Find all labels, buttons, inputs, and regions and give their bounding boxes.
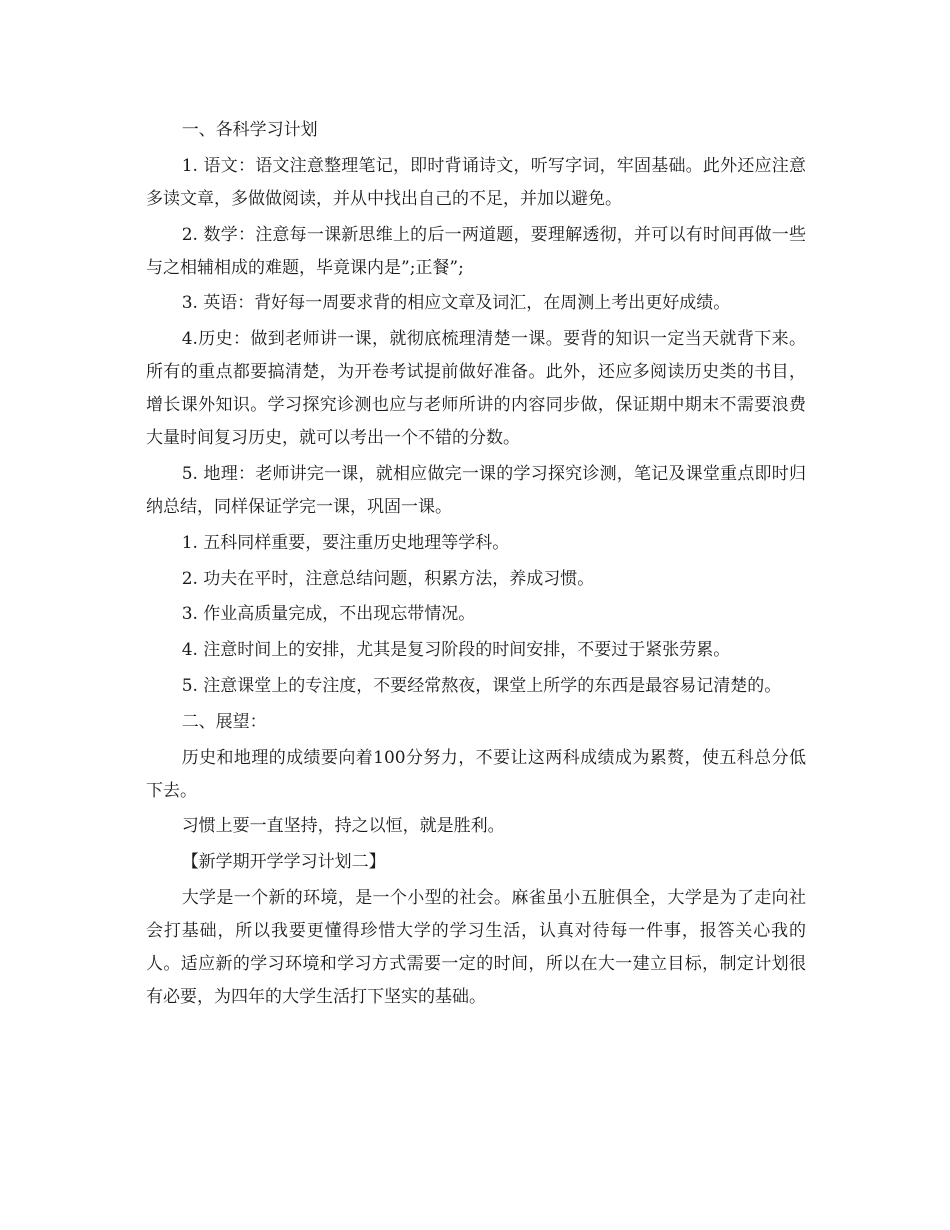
list-item-3: 3. 作业高质量完成，不出现忘带情况。 — [181, 604, 476, 625]
paragraph-history: 4.历史：做到老师讲一课，就彻底梳理清楚一课。要背的知识一定当天就背下来。所有的重点都要搞清楚，为开卷考试提前做好准备。此外，还应多阅读历史类的书目，增长课外知识。学习探究诊测也应与老师所讲的内容同步做，保证期中期末不需要浪费大量时间复习历史，就可以考出一个不错的分数。 — [146, 329, 806, 449]
document-body — [146, 114, 806, 1017]
paragraph-english: 3. 英语：背好每一周要求背的相应文章及词汇，在周测上考出更好成绩。 — [181, 293, 731, 314]
paragraph-math: 2. 数学：注意每一课新思维上的后一两道题，要理解透彻，并可以有时间再做一些与之相辅相成的难题，毕竟课内是”;正餐”; — [146, 224, 806, 278]
paragraph-outlook-goal: 历史和地理的成绩要向着100分努力，不要让这两科成绩成为累赘，使五科总分低下去。 — [146, 747, 806, 801]
paragraph-chinese: 1. 语文：语文注意整理笔记，即时背诵诗文，听写字词，牢固基础。此外还应注意多读文章，多做做阅读，并从中找出自己的不足，并加以避免。 — [146, 155, 806, 209]
list-item-4: 4. 注意时间上的安排，尤其是复习阶段的时间安排，不要过于紧张劳累。 — [181, 640, 731, 661]
list-item-1: 1. 五科同样重要，要注重历史地理等学科。 — [181, 532, 510, 553]
paragraph-outlook-habit: 习惯上要一直坚持，持之以恒，就是胜利。 — [181, 816, 505, 837]
paragraph-university: 大学是一个新的环境，是一个小型的社会。麻雀虽小五脏俱全，大学是为了走向社会打基础，所以我要更懂得珍惜大学的学习生活，认真对待每一件事，报答关心我的人。适应新的学习环境和学习方式需要一定的时间，所以在大一建立目标，制定计划很有必要，为四年的大学生活打下坚实的基础。 — [146, 887, 806, 1007]
section-heading-study-plans: 一、各科学习计划 — [181, 120, 318, 140]
paragraph-geography: 5. 地理：老师讲完一课，就相应做完一课的学习探究诊测，笔记及课堂重点即时归纳总结，同样保证学完一课，巩固一课。 — [146, 463, 806, 517]
list-item-5: 5. 注意课堂上的专注度，不要经常熬夜，课堂上所学的东西是最容易记清楚的。 — [181, 675, 782, 696]
list-item-2: 2. 功夫在平时，注意总结问题，积累方法，养成习惯。 — [181, 568, 595, 589]
section-heading-plan-two: 【新学期开学学习计划二】 — [181, 852, 386, 873]
section-heading-outlook: 二、展望： — [181, 711, 267, 732]
